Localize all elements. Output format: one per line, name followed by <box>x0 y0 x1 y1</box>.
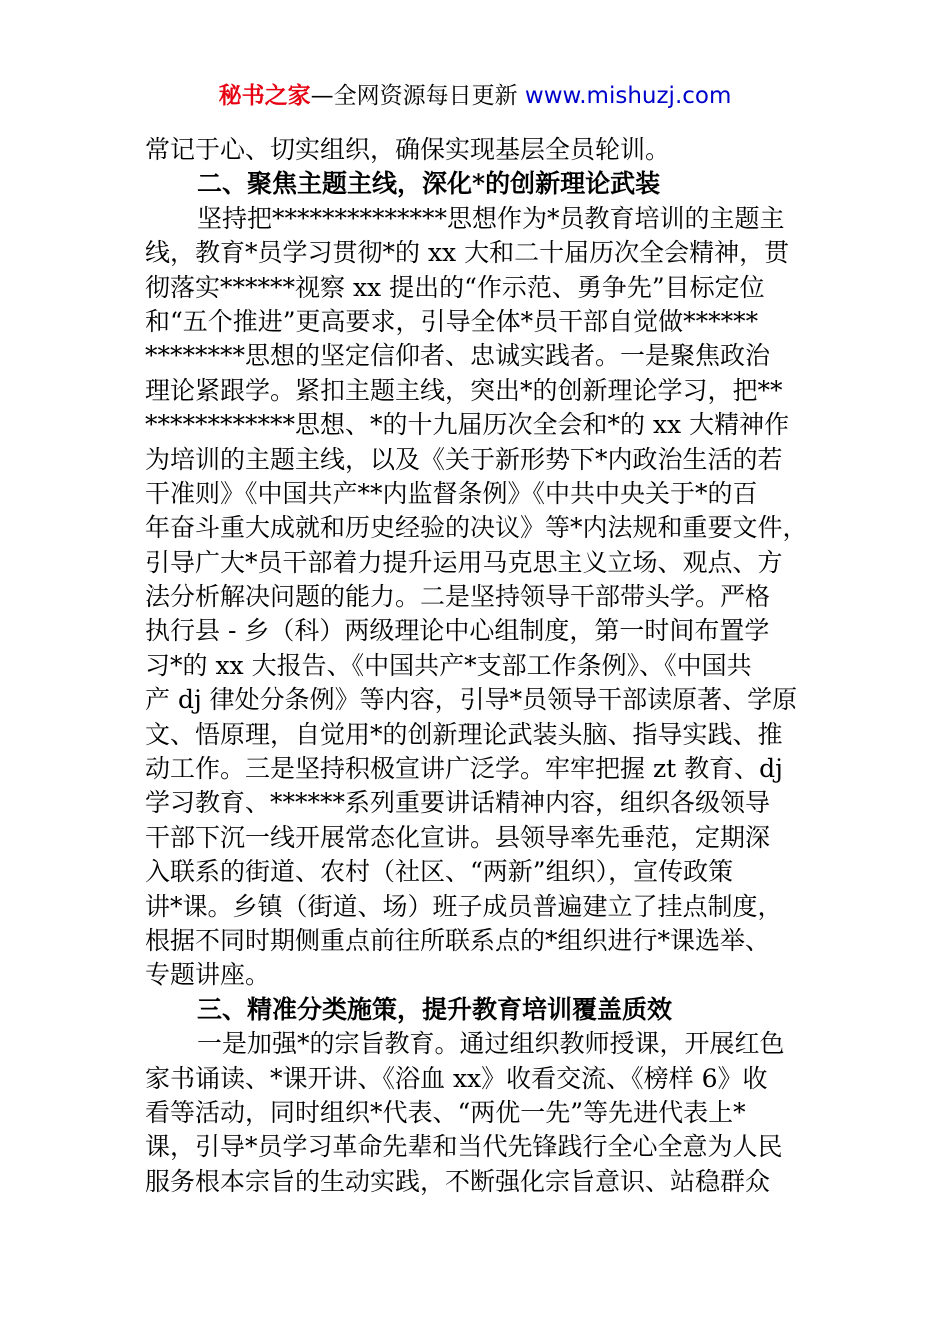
paragraph-line: 动工作。三是坚持积极宣讲广泛学。牢牢把握 zt 教育、dj <box>145 754 783 784</box>
paragraph-line: 一是加强*的宗旨教育。通过组织教师授课，开展红色 <box>197 1029 785 1059</box>
paragraph-line: 彻落实******视察 xx 提出的“作示范、勇争先”目标定位 <box>145 272 765 302</box>
section-heading: 三、精准分类施策，提升教育培训覆盖质效 <box>197 994 673 1024</box>
site-brand: 秘书之家 <box>218 83 311 109</box>
paragraph-line: 为培训的主题主线，以及《关于新形势下*内政治生活的若 <box>145 444 783 474</box>
paragraph-line: ********思想的坚定信仰者、忠诚实践者。一是聚焦政治 <box>145 341 771 371</box>
paragraph-line: 学习教育、******系列重要讲话精神内容，组织各级领导 <box>145 788 771 818</box>
paragraph-line: 线，教育*员学习贯彻*的 xx 大和二十届历次全会精神，贯 <box>145 238 790 268</box>
paragraph-line: 年奋斗重大成就和历史经验的决议》等*内法规和重要文件， <box>145 513 808 543</box>
section-heading: 二、聚焦主题主线，深化*的创新理论武装 <box>197 169 661 199</box>
paragraph-line: 干部下沉一线开展常态化宣讲。县领导率先垂范，定期深 <box>145 822 771 852</box>
paragraph-line: 根据不同时期侧重点前往所联系点的*组织进行*课选举、 <box>145 925 771 955</box>
paragraph-line: 服务根本宗旨的生动实践，不断强化宗旨意识、站稳群众 <box>145 1166 771 1196</box>
paragraph-line: 家书诵读、*课开讲、《浴血 xx》收看交流、《榜样 6》收 <box>145 1063 768 1093</box>
paragraph-line: 课，引导*员学习革命先辈和当代先锋践行全心全意为人民 <box>145 1132 783 1162</box>
paragraph-line: 习*的 xx 大报告、《中国共产*支部工作条例》、《中国共 <box>145 650 752 680</box>
paragraph-line: 干准则》《中国共产**内监督条例》《中共中央关于*的百 <box>145 478 758 508</box>
paragraph-line: 坚持把**************思想作为*员教育培训的主题主 <box>197 203 785 233</box>
paragraph-line: ************思想、*的十九届历次全会和*的 xx 大精神作 <box>145 410 790 440</box>
paragraph-line: 理论紧跟学。紧扣主题主线，突出*的创新理论学习，把** <box>145 375 783 405</box>
paragraph-line: 执行县 - 乡（科）两级理论中心组制度，第一时间布置学 <box>145 616 770 646</box>
paragraph-line: 看等活动，同时组织*代表、“两优一先”等先进代表上* <box>145 1097 746 1127</box>
paragraph-line: 产 dj 律处分条例》等内容，引导*员领导干部读原著、学原 <box>145 685 798 715</box>
paragraph-line: 常记于心、切实组织，确保实现基层全员轮训。 <box>145 135 671 164</box>
paragraph-line: 讲*课。乡镇（街道、场）班子成员普遍建立了挂点制度， <box>145 891 783 921</box>
paragraph-line: 法分析解决问题的能力。二是坚持领导干部带头学。严格 <box>145 582 771 612</box>
document-body <box>145 133 810 1199</box>
site-url[interactable]: www.mishuzj.com <box>524 83 732 109</box>
paragraph-line: 入联系的街道、农村（社区、“两新”组织），宣传政策 <box>145 857 734 887</box>
site-tagline: —全网资源每日更新 <box>310 83 525 109</box>
paragraph-line: 引导广大*员干部着力提升运用马克思主义立场、观点、方 <box>145 547 783 577</box>
page-header <box>0 78 950 114</box>
paragraph-line: 专题讲座。 <box>145 960 271 990</box>
paragraph-line: 和“五个推进”更高要求，引导全体*员干部自觉做****** <box>145 306 759 336</box>
paragraph-line: 文、悟原理，自觉用*的创新理论武装头脑、指导实践、推 <box>145 719 783 749</box>
